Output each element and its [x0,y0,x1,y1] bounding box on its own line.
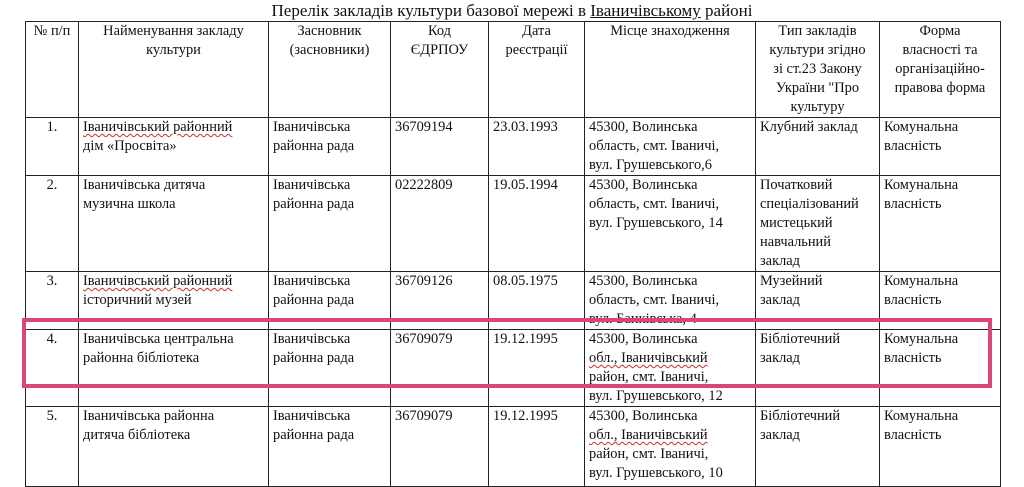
cell-line: заклад [760,427,800,443]
document-title [0,1,1024,21]
header-line: Найменування закладу [103,23,244,39]
header-line: (засновники) [289,42,370,58]
cell-line: область, смт. Іваничі, [589,292,720,308]
cell-line: власність [884,350,942,366]
cell-line: власність [884,292,942,308]
header-line: ЄДРПОУ [410,42,469,58]
cell-line: Іваничівська [273,177,351,193]
institution-type [756,330,880,407]
founder [269,118,391,176]
cell-line: Іваничівська районна [83,408,215,424]
ownership-form [880,176,1001,272]
cell-line: 45300, Волинська [589,177,698,193]
cell-line: власність [884,196,942,212]
cell-line: районна рада [273,138,355,154]
table-row [26,118,1001,176]
header-line: культуру [790,99,845,115]
cell-line: навчальний [760,234,831,250]
cell-line: мистецький [760,215,833,231]
registration-date: 19.12.1995 [489,407,585,487]
cell-line: Іваничівська [273,119,351,135]
cell-line: Іваничівська центральна [83,331,234,347]
cell-line: Комунальна [884,408,959,424]
ownership-form [880,272,1001,330]
header-number [26,22,79,118]
cell-line: Бібліотечний [760,331,841,347]
row-number: 1. [26,118,79,176]
header-line: Місце знаходження [610,23,730,39]
cell-line: районна бібліотека [83,350,200,366]
edrpou-code: 36709126 [391,272,489,330]
cell-line: 45300, Волинська [589,273,698,289]
cell-line: район, смт. Іваничі, [589,446,709,462]
cell-line: 45300, Волинська [589,408,698,424]
institution-name [79,330,269,407]
header-line: власності та [902,42,978,58]
cell-line: заклад [760,292,800,308]
cell-line: районна рада [273,292,355,308]
founder [269,272,391,330]
header-line: культури [146,42,201,58]
cell-line: Клубний заклад [760,119,858,135]
cell-line: Комунальна [884,273,959,289]
header-line: Код [428,23,451,39]
header-line: правова форма [894,80,986,96]
header-type [756,22,880,118]
cell-line: дитяча бібліотека [83,427,191,443]
header-date [489,22,585,118]
cell-line: Комунальна [884,177,959,193]
institution-type [756,407,880,487]
header-line: зі ст.23 Закону [773,61,862,77]
header-name [79,22,269,118]
row-number: 3. [26,272,79,330]
table-row [26,176,1001,272]
founder [269,176,391,272]
cell-line: дім «Просвіта» [83,138,177,154]
table-row [26,272,1001,330]
registration-date: 19.12.1995 [489,330,585,407]
cell-line: історичний музей [83,292,192,308]
institution-type [756,176,880,272]
cell-line: 45300, Волинська [589,119,698,135]
cell-line: вул. Грушевського, 12 [589,388,723,404]
cell-line: заклад [760,253,800,269]
header-line: Тип закладів [778,23,857,39]
cell-line: Іваничівський районний [83,119,233,135]
cell-line: обл., Іваничівський [589,427,708,443]
header-line: № п/п [33,23,71,39]
header-line: реєстрації [505,42,568,58]
cell-line: районна рада [273,427,355,443]
header-line: Дата [522,23,551,39]
cell-line: вул. Грушевського, 14 [589,215,723,231]
header-line: Форма [919,23,961,39]
table-row-highlighted [26,330,1001,407]
header-line: Засновник [297,23,362,39]
row-number: 4. [26,330,79,407]
table-row [26,407,1001,487]
cell-line: власність [884,427,942,443]
cell-line: музична школа [83,196,176,212]
cell-line: Комунальна [884,331,959,347]
institution-type [756,272,880,330]
cell-line: вул. Грушевського,6 [589,157,712,173]
title-text: Перелік закладів культури базової мережі в [271,1,586,20]
institution-name [79,407,269,487]
ownership-form [880,407,1001,487]
ownership-form [880,330,1001,407]
edrpou-code: 36709194 [391,118,489,176]
culture-institutions-table [25,21,1001,487]
cell-line: власність [884,138,942,154]
cell-line: Іваничівська [273,331,351,347]
cell-line: спеціалізований [760,196,859,212]
header-location [585,22,756,118]
cell-line: район, смт. Іваничі, [589,369,709,385]
location [585,118,756,176]
cell-line: область, смт. Іваничі, [589,196,720,212]
registration-date: 23.03.1993 [489,118,585,176]
location [585,330,756,407]
header-code [391,22,489,118]
title-suffix: районі [705,1,753,20]
cell-line: Бібліотечний [760,408,841,424]
cell-line: Іваничівська дитяча [83,177,206,193]
cell-line: районна рада [273,196,355,212]
cell-line: вул. Банківська, 4 [589,311,697,327]
edrpou-code: 36709079 [391,330,489,407]
cell-line: заклад [760,350,800,366]
header-row [26,22,1001,118]
edrpou-code: 36709079 [391,407,489,487]
founder [269,407,391,487]
header-line: культури згідно [769,42,866,58]
cell-line: районна рада [273,350,355,366]
ownership-form [880,118,1001,176]
institution-type [756,118,880,176]
location [585,407,756,487]
institution-name [79,176,269,272]
title-district: Іваничівському [590,1,701,20]
cell-line: Іваничівська [273,273,351,289]
location [585,176,756,272]
cell-line: Комунальна [884,119,959,135]
cell-line: 45300, Волинська [589,331,698,347]
cell-line: Початковий [760,177,833,193]
edrpou-code: 02222809 [391,176,489,272]
founder [269,330,391,407]
cell-line: вул. Грушевського, 10 [589,465,723,481]
cell-line: Музейний [760,273,823,289]
cell-line: Іваничівська [273,408,351,424]
row-number: 2. [26,176,79,272]
institution-name [79,118,269,176]
header-founder [269,22,391,118]
registration-date: 08.05.1975 [489,272,585,330]
row-number: 5. [26,407,79,487]
institution-name [79,272,269,330]
header-ownership [880,22,1001,118]
header-line: організаційно- [895,61,985,77]
location [585,272,756,330]
cell-line: Іваничівський районний [83,273,233,289]
header-line: України "Про [775,80,860,96]
cell-line: обл., Іваничівський [589,350,708,366]
registration-date: 19.05.1994 [489,176,585,272]
cell-line: область, смт. Іваничі, [589,138,720,154]
